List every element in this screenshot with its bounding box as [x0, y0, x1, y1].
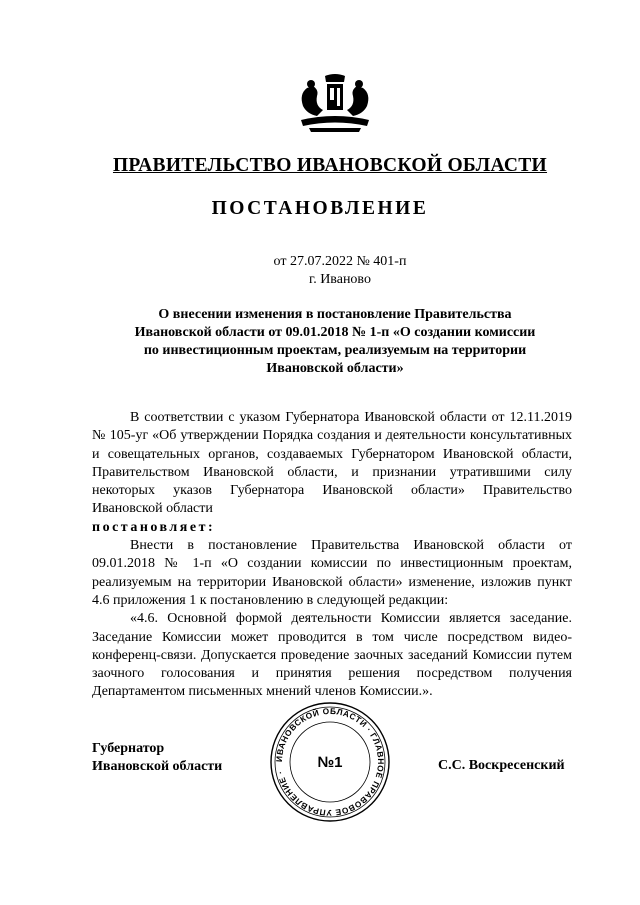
amendment-paragraph: Внести в постановление Правительства Ивановской области от 09.01.2018 № 1-п «О создании комиссии по инвестиционным проектам, реализуемым на территории Ивановской области» изменение, изложив пункт 4.6 приложения 1 к постановлению в следующей редакции: [92, 538, 572, 608]
decree-word: постановляет: [92, 519, 216, 535]
preamble-paragraph: В соответствии с указом Губернатора Ивановской области от 12.11.2019 № 105-уг «Об утверждении Порядка создания и деятельности консультативных и совещательных органов, создаваемых Губернатором Ивановской области, Правительством Ивановской области, и признании утратившими силу некоторых указов Губернатора Ивановской области» Правительство Ивановской области [92, 410, 572, 517]
document-type-title: ПОСТАНОВЛЕНИЕ [211, 198, 429, 219]
date-and-number: от 27.07.2022 № 401-п [273, 254, 407, 269]
subject-line: Ивановской области» [266, 361, 404, 376]
official-stamp [268, 700, 392, 824]
signatory-name: С.С. Воскресенский [438, 758, 565, 773]
stamp-number: №1 [317, 754, 343, 771]
svg-text:ИВАНОВСКОЙ ОБЛАСТИ · ГЛАВНОЕ П: ИВАНОВСКОЙ ОБЛАСТИ · ГЛАВНОЕ ПРАВОВОЕ УПРАВЛЕНИЕ · [273, 705, 387, 819]
government-title: ПРАВИТЕЛЬСТВО ИВАНОВСКОЙ ОБЛАСТИ [112, 155, 548, 176]
document-body [92, 409, 572, 702]
city-name: г. Иваново [309, 272, 371, 287]
quoted-clause: «4.6. Основной формой деятельности Комиссии является заседание. Заседание Комиссии может проводится в том числе посредством видео-конференц-связи. Допускается проведение заочных заседаний Комиссии путем заочного голосования и принятия решения посредством получения Департаментом письменных мнений членов Комиссии.». [92, 611, 572, 700]
position-line: Ивановской области [92, 759, 223, 774]
subject-line: О внесении изменения в постановление Правительства [158, 307, 512, 322]
document-subject [100, 306, 570, 378]
subject-line: по инвестиционным проектам, реализуемым на территории [143, 343, 527, 358]
position-line: Губернатор [92, 741, 165, 756]
coat-of-arms-emblem [295, 72, 375, 134]
signatory-position [92, 740, 222, 776]
subject-line: Ивановской области от 09.01.2018 № 1-п «О создании комиссии [134, 325, 536, 340]
